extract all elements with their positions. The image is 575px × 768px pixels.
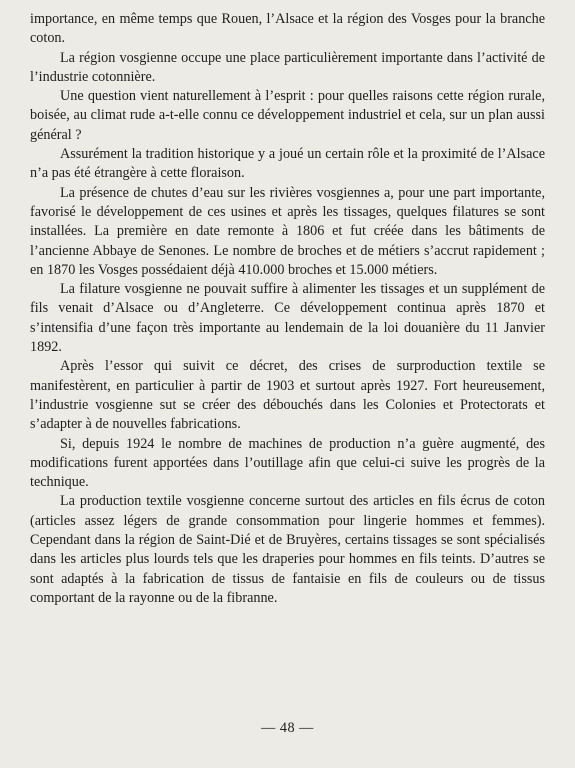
paragraph: La région vosgienne occupe une place particulièrement importante dans l’activité de l’industrie cotonnière. [30, 49, 545, 85]
paragraph: Assurément la tradition historique y a joué un certain rôle et la proximité de l’Alsace n’a pas été étrangère à cette floraison. [30, 146, 545, 182]
page-number: — 48 — [261, 720, 314, 736]
paragraph: La présence de chutes d’eau sur les rivières vosgiennes a, pour une part importante, favorisé le développement de ces usines et après les tissages, quelques filatures se sont installées. La première en date remonte à 1806 et fut créée dans les bâtiments de l’ancienne Abbaye de Senones. Le nombre de broches et de métiers s’accrut rapidement ; en 1870 les Vosges possédaient déjà 410.000 broches et 15.000 métiers. [30, 184, 545, 278]
paragraph-continuation: importance, en même temps que Rouen, l’Alsace et la région des Vosges pour la branche coton. [30, 11, 545, 47]
paragraph: La filature vosgienne ne pouvait suffire à alimenter les tissages et un supplément de fils venait d’Alsace ou d’Angleterre. Ce développement continua après 1870 et s’intensifia d’une façon très importante au lendemain de la loi douanière du 11 Janvier 1892. [30, 281, 545, 356]
paragraph: Après l’essor qui suivit ce décret, des crises de surproduction textile se manifestèrent, en particulier à partir de 1903 et surtout après 1927. Fort heureusement, l’industrie vosgienne sut se créer des débouchés dans les Colonies et Protectorats et s’adapter à de nouvelles fabrications. [30, 358, 545, 433]
paragraph: Si, depuis 1924 le nombre de machines de production n’a guère augmenté, des modifications furent apportées dans l’outillage afin que celui-ci suive les progrès de la technique. [30, 435, 545, 491]
paragraph: La production textile vosgienne concerne surtout des articles en fils écrus de coton (articles assez légers de grande consommation pour lingerie hommes et femmes). Cependant dans la région de Saint-Dié et de Bruyères, certains tissages se sont spécialisés dans les articles plus lourds tels que les draperies pour hommes en fils teints. D’autres se sont adaptés à la fabrication de tissus de fantaisie en fils de couleurs ou de tissus comportant de la rayonne ou de la fibranne. [30, 493, 545, 606]
paragraph: Une question vient naturellement à l’esprit : pour quelles raisons cette région rurale, boisée, au climat rude a-t-elle connu ce développement industriel et cela, sur un plan aussi général ? [30, 88, 545, 143]
